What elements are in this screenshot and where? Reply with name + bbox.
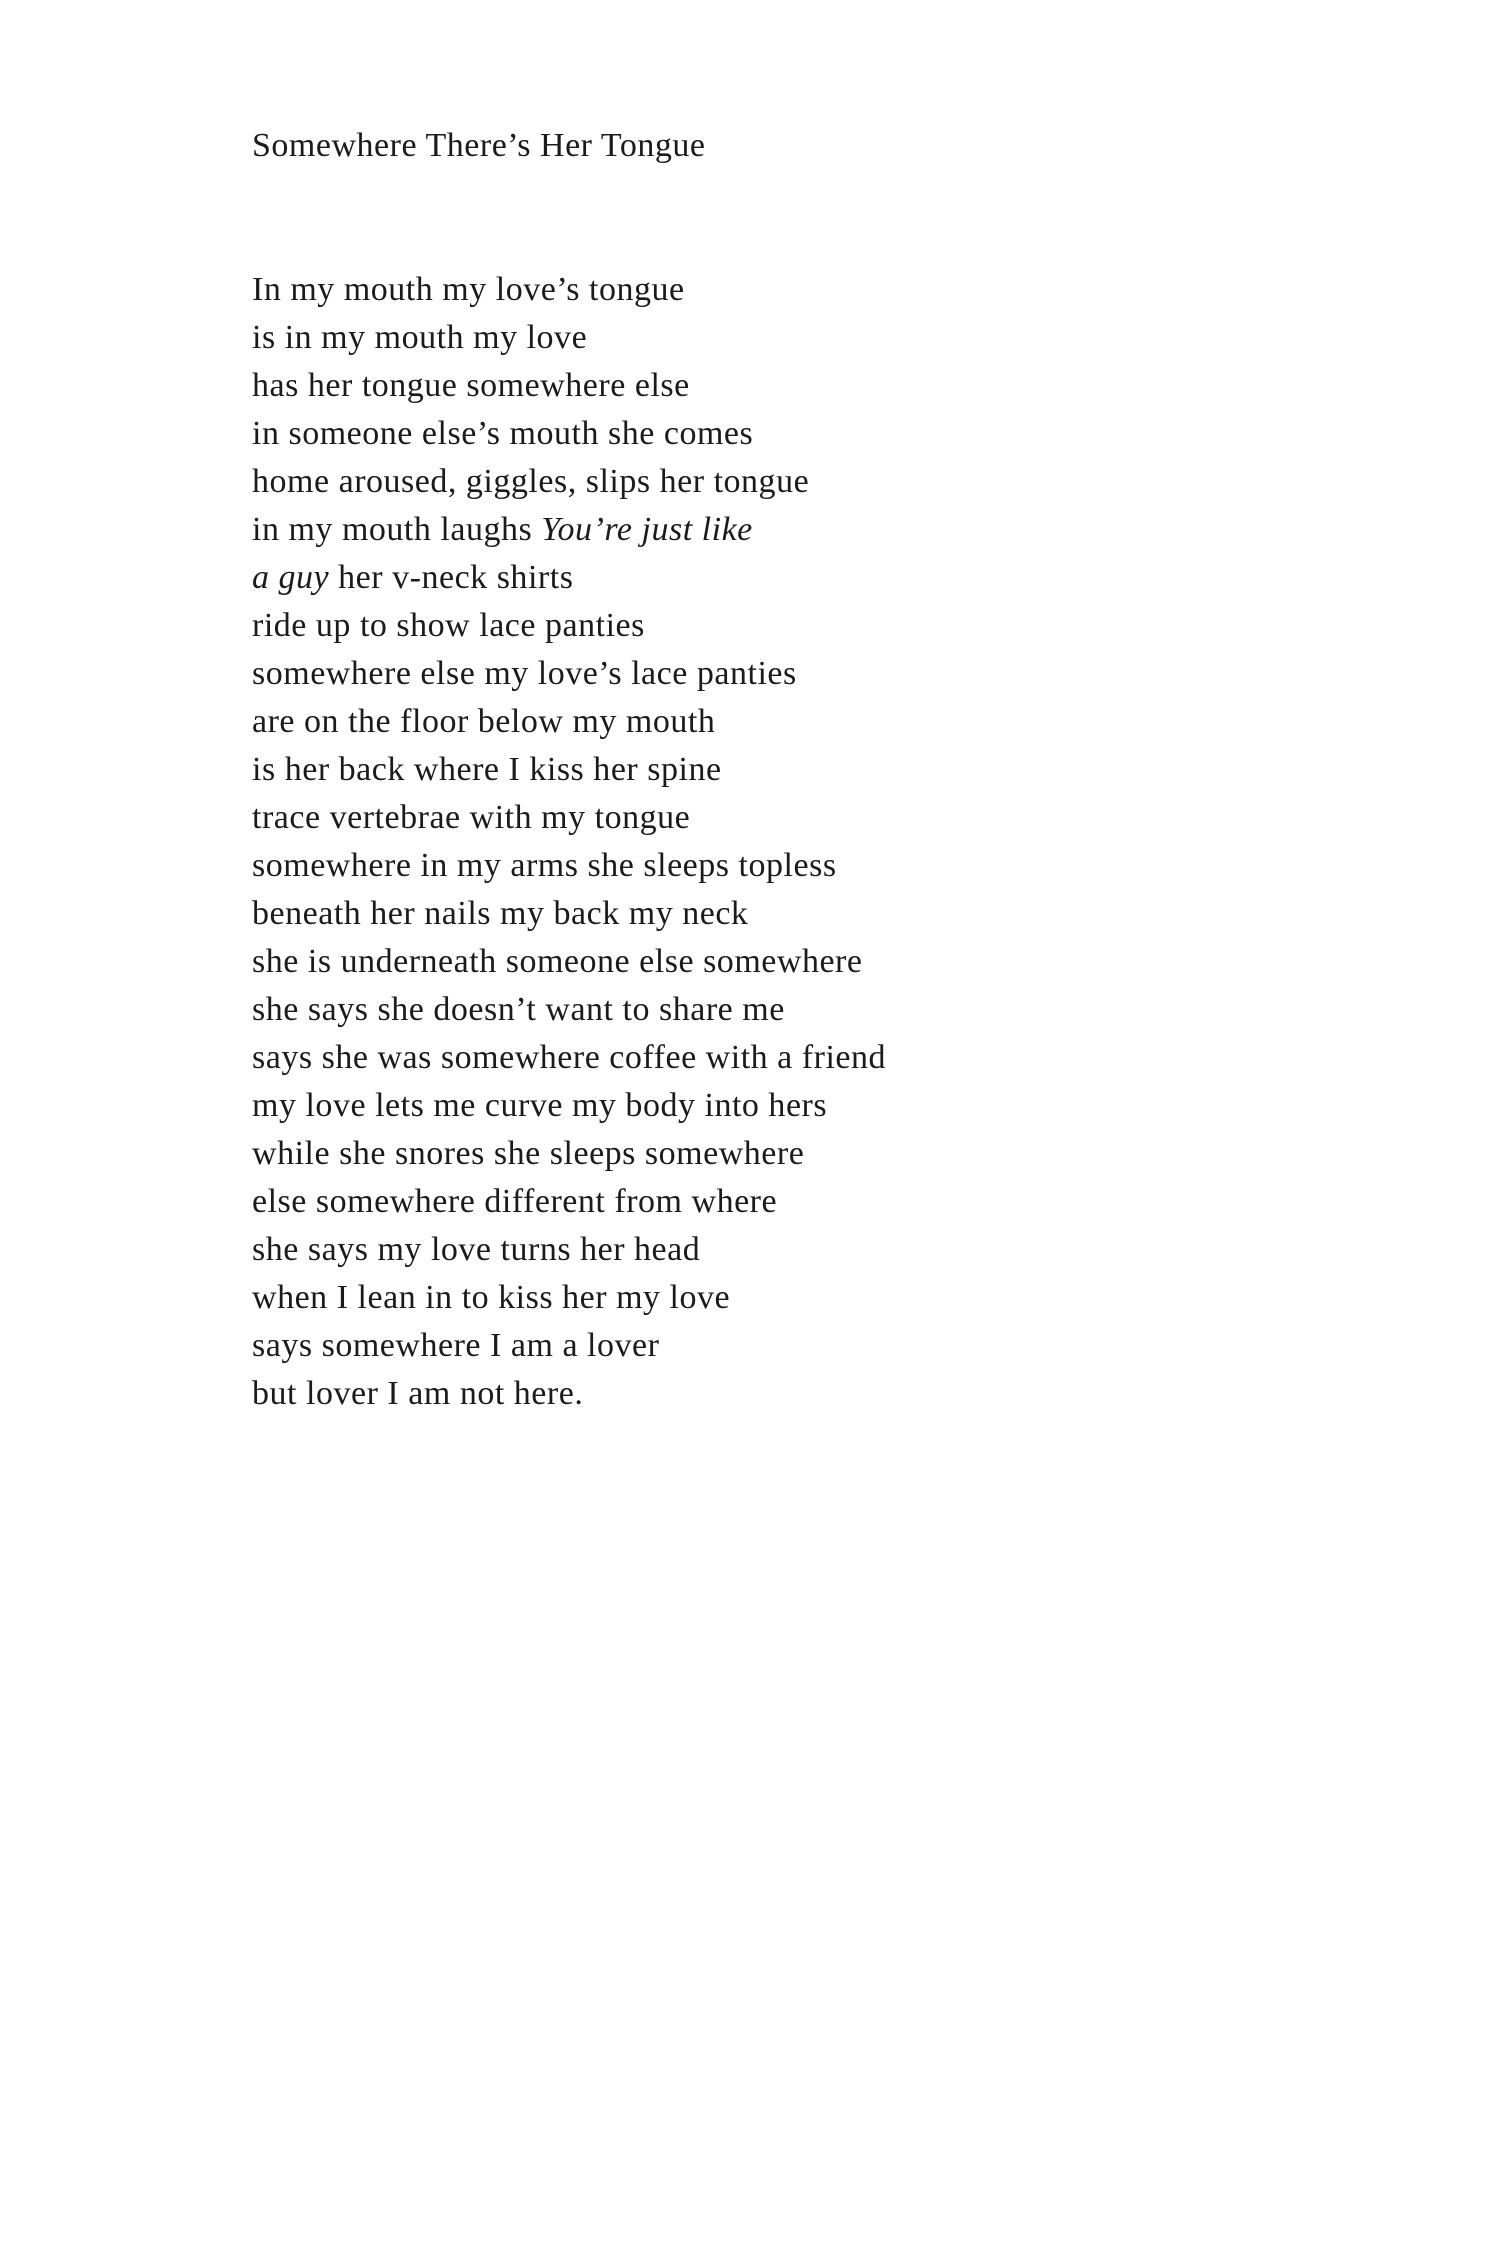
poem-text: ride up to show lace panties xyxy=(252,607,645,644)
poem-line xyxy=(252,746,1380,794)
poem-line xyxy=(252,698,1380,746)
poem-text: she says my love turns her head xyxy=(252,1231,701,1268)
poem-text: her v-neck shirts xyxy=(329,559,574,596)
poem-title: Somewhere There’s Her Tongue xyxy=(252,127,706,164)
poem-body xyxy=(252,266,1380,1418)
poem-text: else somewhere different from where xyxy=(252,1183,778,1220)
poem-text: she is underneath someone else somewhere xyxy=(252,943,863,980)
poem-line xyxy=(252,1274,1380,1322)
poem-line xyxy=(252,602,1380,650)
poem-text: my love lets me curve my body into hers xyxy=(252,1087,828,1124)
poem-text: somewhere in my arms she sleeps topless xyxy=(252,847,837,884)
poem-line xyxy=(252,266,1380,314)
poem-line xyxy=(252,1130,1380,1178)
poem-text: home aroused, giggles, slips her tongue xyxy=(252,463,810,500)
poem-text: but lover I am not here. xyxy=(252,1375,584,1412)
poem-text: are on the floor below my mouth xyxy=(252,703,716,740)
poem-line xyxy=(252,842,1380,890)
poem-line xyxy=(252,794,1380,842)
poem-text: says somewhere I am a lover xyxy=(252,1327,660,1364)
poem-text: in my mouth laughs xyxy=(252,511,542,548)
poem-text: while she snores she sleeps somewhere xyxy=(252,1135,805,1172)
poem-text: trace vertebrae with my tongue xyxy=(252,799,691,836)
poem-text: is her back where I kiss her spine xyxy=(252,751,722,788)
poem-line xyxy=(252,938,1380,986)
poem-text: somewhere else my love’s lace panties xyxy=(252,655,797,692)
poem-text: says she was somewhere coffee with a friend xyxy=(252,1039,887,1076)
poem-text-italic: a guy xyxy=(252,559,330,596)
poem-line xyxy=(252,650,1380,698)
poem-line xyxy=(252,1178,1380,1226)
poem-text: she says she doesn’t want to share me xyxy=(252,991,785,1028)
poem-line xyxy=(252,1226,1380,1274)
poem-line xyxy=(252,506,1380,554)
poem-line xyxy=(252,554,1380,602)
poem-text-italic: You’re just like xyxy=(541,511,753,548)
poem-text: is in my mouth my love xyxy=(252,319,588,356)
poem-line xyxy=(252,410,1380,458)
poem-line xyxy=(252,458,1380,506)
poem-text: has her tongue somewhere else xyxy=(252,367,690,404)
poem-line xyxy=(252,314,1380,362)
poem-line xyxy=(252,1082,1380,1130)
poem-text: in someone else’s mouth she comes xyxy=(252,415,754,452)
poem-line xyxy=(252,1322,1380,1370)
poem-line xyxy=(252,890,1380,938)
poem-text: beneath her nails my back my neck xyxy=(252,895,749,932)
poem-text: In my mouth my love’s tongue xyxy=(252,271,685,308)
poem-line xyxy=(252,1034,1380,1082)
poem-line xyxy=(252,1370,1380,1418)
poem-text: when I lean in to kiss her my love xyxy=(252,1279,731,1316)
poem-line xyxy=(252,986,1380,1034)
poem-line xyxy=(252,362,1380,410)
